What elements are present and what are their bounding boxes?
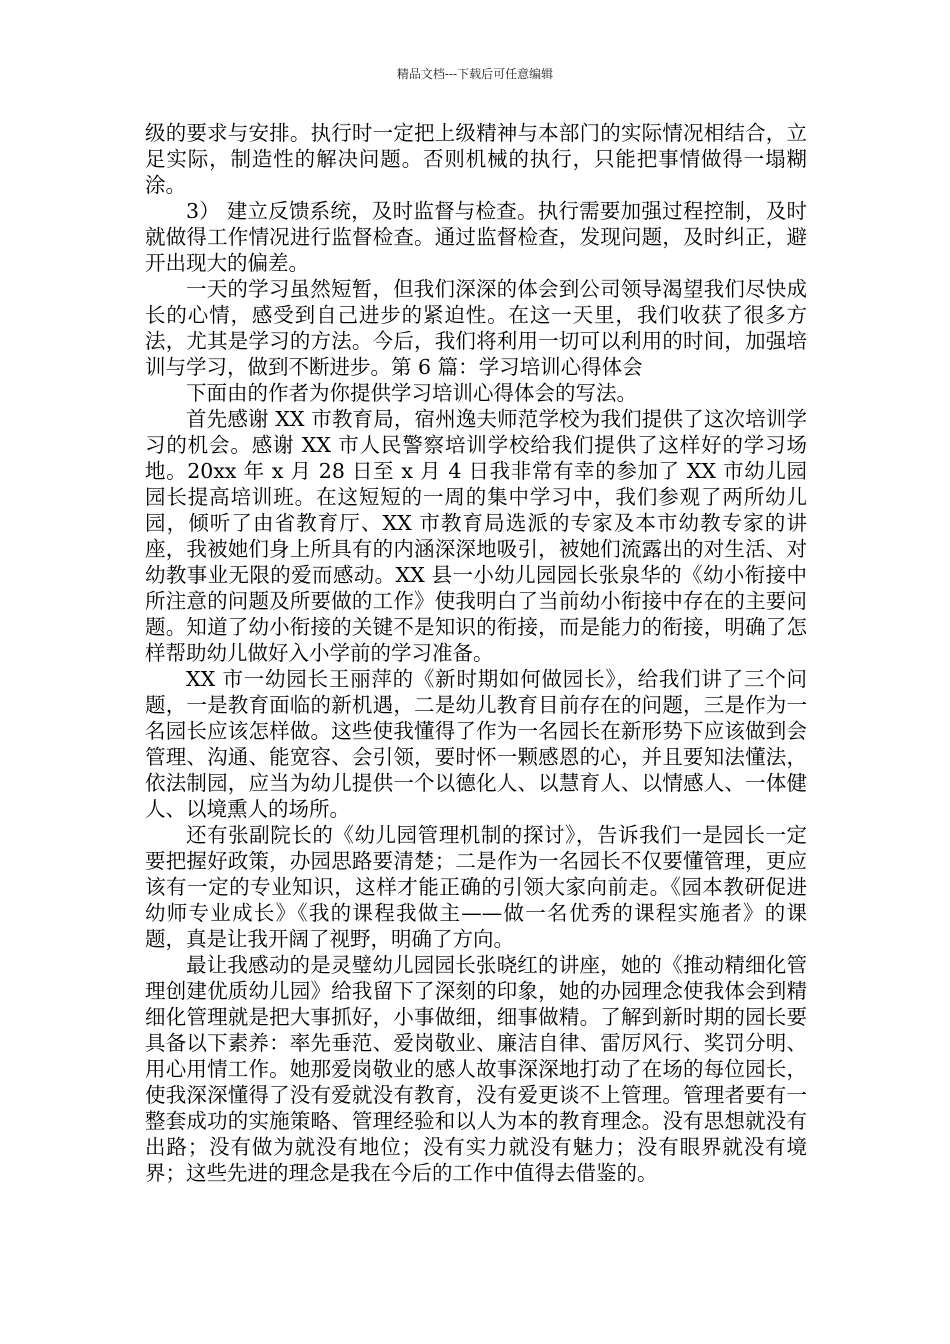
page-header: 精品文档---下载后可任意编辑 bbox=[396, 67, 554, 81]
paragraph: 级的要求与安排。执行时一定把上级精神与本部门的实际情况相结合，立足实际，制造性的解决问题。否则机械的执行，只能把事情做得一塌糊涂。 bbox=[145, 121, 807, 197]
paragraph: 还有张副院长的《幼儿园管理机制的探讨》，告诉我们一是园长一定要把握好政策，办园思路要清楚；二是作为一名园长不仅要懂管理，更应该有一定的专业知识，这样才能正确的引领大家向前走。《园本教研促进幼师专业成长》《我的课程我做主——做一名优秀的课程实施者》的课题，真是让我开阔了视野，明确了方向。 bbox=[145, 823, 807, 951]
paragraph: XX 市一幼园长王丽萍的《新时期如何做园长》，给我们讲了三个问题，一是教育面临的新机遇，二是幼儿教育目前存在的问题，三是作为一名园长应该怎样做。这些使我懂得了作为一名园长在新形势下应该做到会管理、沟通、能宽容、会引领，要时怀一颗感恩的心，并且要知法懂法，依法制园，应当为幼儿提供一个以德化人、以慧育人、以情感人、一体健人、以境熏人的场所。 bbox=[145, 667, 807, 821]
paragraph: 首先感谢 XX 市教育局，宿州逸夫师范学校为我们提供了这次培训学习的机会。感谢 XX 市人民警察培训学校给我们提供了这样好的学习场地。20xx 年 x 月 28 日至 x 月 4 日我非常有幸的参加了 XX 市幼儿园园长提高培训班。在这短短的一周的集中学习中，我们参观了两所幼儿园，倾听了由省教育厅、XX 市教育局选派的专家及本市幼教专家的讲座，我被她们身上所具有的内涵深深地吸引，被她们流露出的对生活、对幼教事业无限的爱而感动。XX 县一小幼儿园园长张泉华的《幼小衔接中所注意的问题及所要做的工作》使我明白了当前幼小衔接中存在的主要问题。知道了幼小衔接的关键不是知识的衔接，而是能力的衔接，明确了怎样帮助幼儿做好入小学前的学习准备。 bbox=[145, 407, 807, 665]
paragraph: 最让我感动的是灵璧幼儿园园长张晓红的讲座，她的《推动精细化管理创建优质幼儿园》给我留下了深刻的印象，她的办园理念使我体会到精细化管理就是把大事抓好，小事做细，细事做精。了解到新时期的园长要具备以下素养：率先垂范、爱岗敬业、廉洁自律、雷厉风行、奖罚分明、用心用情工作。她那爱岗敬业的感人故事深深地打动了在场的每位园长，使我深深懂得了没有爱就没有教育，没有爱更谈不上管理。管理者要有一整套成功的实施策略、管理经验和以人为本的教育理念。没有思想就没有出路；没有做为就没有地位；没有实力就没有魅力；没有眼界就没有境界；这些先进的理念是我在今后的工作中值得去借鉴的。 bbox=[145, 953, 807, 1185]
paragraph: 下面由的作者为你提供学习培训心得体会的写法。 bbox=[186, 381, 637, 405]
paragraph: 3） 建立反馈系统，及时监督与检查。执行需要加强过程控制，及时就做得工作情况进行监督检查。通过监督检查，发现问题，及时纠正，避开出现大的偏差。 bbox=[145, 199, 807, 275]
document-body bbox=[145, 120, 807, 1186]
paragraph: 一天的学习虽然短暂，但我们深深的体会到公司领导渴望我们尽快成长的心情，感受到自己进步的紧迫性。在这一天里，我们收获了很多方法，尤其是学习的方法。今后，我们将利用一切可以利用的时间，加强培训与学习，做到不断进步。第 6 篇：学习培训心得体会 bbox=[145, 277, 807, 379]
